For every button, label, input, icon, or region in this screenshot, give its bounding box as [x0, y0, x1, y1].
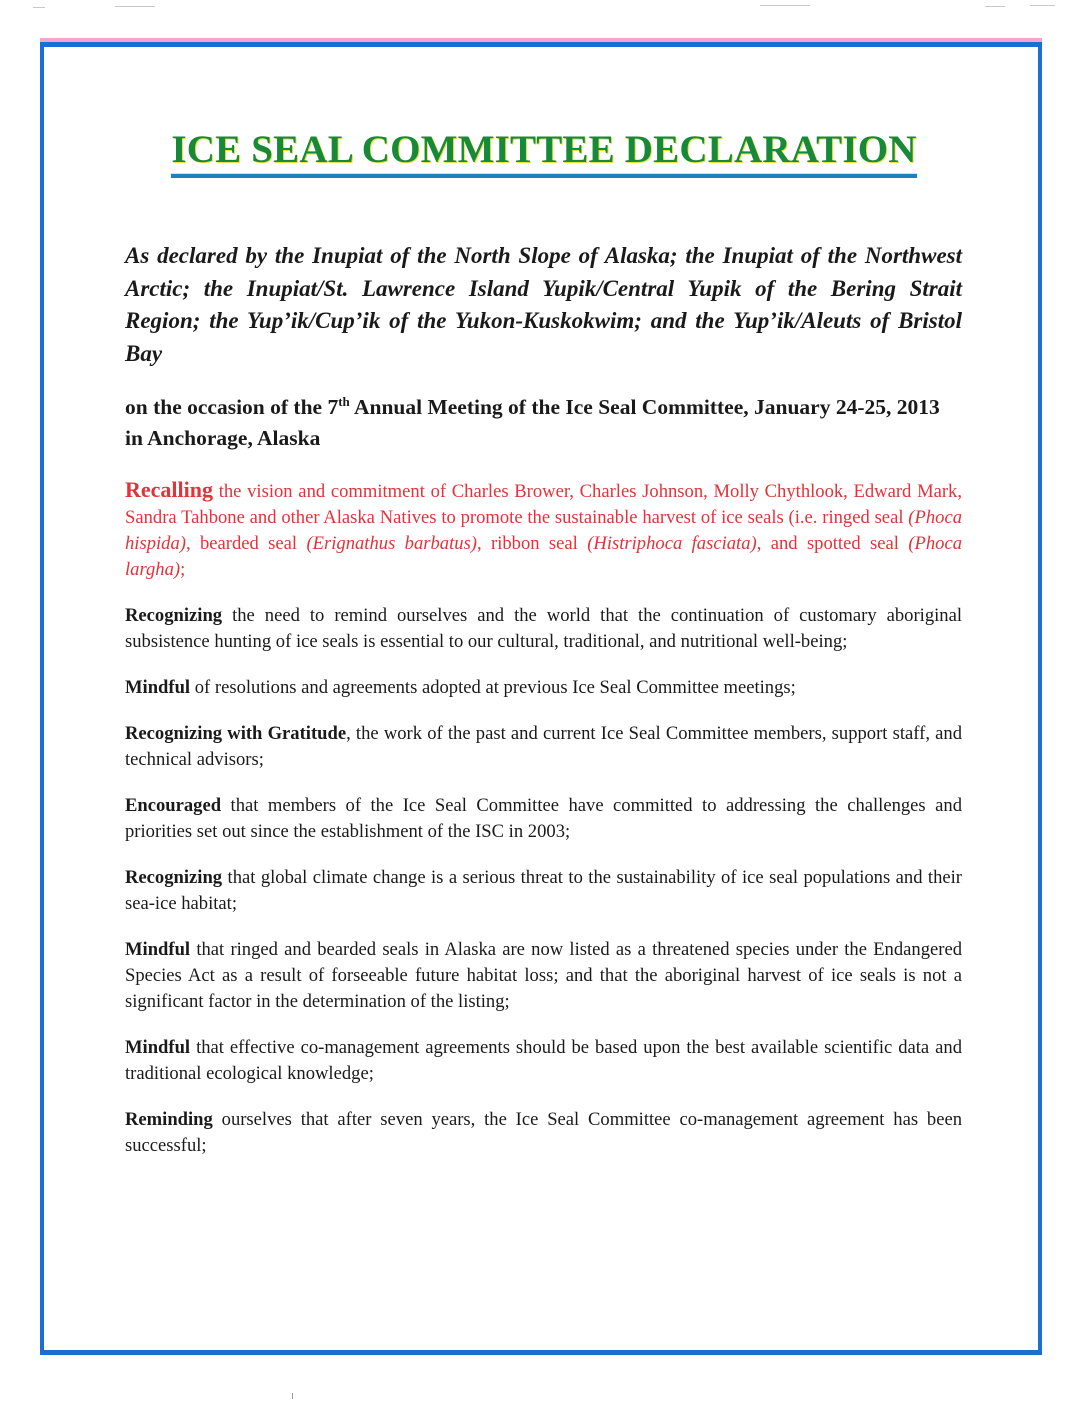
- clause-lead: Recognizing: [125, 605, 223, 626]
- declaration-body: [125, 240, 962, 1179]
- clause-lead: Recalling: [125, 477, 213, 502]
- clause-text: , and spotted seal: [756, 533, 909, 554]
- clause-text: that members of the Ice Seal Committee have committed to addressing the challenges and priorities set out since the establishment of the ISC in 2003;: [125, 795, 962, 842]
- clause-text: ourselves that after seven years, the Ice Seal Committee co-management agreement has been successful;: [125, 1109, 962, 1156]
- recognizing-clause: [125, 603, 962, 655]
- clause-lead: Encouraged: [125, 795, 222, 816]
- clause-lead: Recognizing: [125, 867, 223, 888]
- reminding-clause: [125, 1107, 962, 1159]
- intro-paragraph: As declared by the Inupiat of the North Slope of Alaska; the Inupiat of the Northwest Arctic; the Inupiat/St. Lawrence Island Yupik/Central Yupik of the Bering Strait Region; the Yup’ik/Cup’ik of the Yukon-Kuskokwim; and the Yup’ik/Aleuts of Bristol Bay: [125, 243, 962, 366]
- esa-listing-clause: [125, 937, 962, 1015]
- document-title: ICE SEAL COMMITTEE DECLARATION: [171, 128, 916, 178]
- co-management-clause: [125, 1035, 962, 1087]
- clause-text: the need to remind ourselves and the world that the continuation of customary aboriginal subsistence hunting of ice seals is essential to our cultural, traditional, and nutritional well-being;: [125, 605, 962, 652]
- clause-text: , bearded seal: [185, 533, 307, 554]
- encouraged-clause: [125, 793, 962, 845]
- clause-lead: Mindful: [125, 939, 191, 960]
- clause-text: , ribbon seal: [477, 533, 588, 554]
- clause-lead: Mindful: [125, 677, 191, 698]
- mindful-clause: [125, 675, 962, 701]
- recalling-clause: [125, 477, 962, 583]
- clause-text: that ringed and bearded seals in Alaska are now listed as a threatened species under the Endangered Species Act as a result of forseeable future habitat loss; and that the aboriginal harvest of ice seals is not a significant factor in the determination of the listing;: [125, 939, 962, 1012]
- climate-clause: [125, 865, 962, 917]
- clause-text: that effective co-management agreements should be based upon the best available scientific data and traditional ecological knowledge;: [125, 1037, 962, 1084]
- scan-artifact-mark: [292, 1393, 293, 1399]
- clause-text: , the work of the past and current Ice Seal Committee members, support staff, and technical advisors;: [125, 723, 962, 770]
- clause-lead: Reminding: [125, 1109, 213, 1130]
- ordinal-suffix: th: [338, 393, 350, 409]
- scan-artifacts: [0, 4, 1088, 14]
- occasion-text-start: on the occasion of the 7: [125, 395, 339, 419]
- scientific-name: (Erignathus barbatus): [306, 533, 477, 554]
- scientific-name: (Phoca hispida): [125, 507, 962, 554]
- occasion-text-end: Annual Meeting of the Ice Seal Committee, January 24-25, 2013 in Anchorage, Alaska: [125, 395, 940, 450]
- clause-lead: Mindful: [125, 1037, 191, 1058]
- clause-text: ;: [180, 559, 186, 580]
- clause-text: the vision and commitment of Charles Brower, Charles Johnson, Molly Chythlook, Edward Mark, Sandra Tahbone and other Alaska Natives to promote the sustainable harvest of ice seals (i.e. ringed seal: [125, 481, 962, 528]
- scientific-name: (Phoca largha): [125, 533, 963, 580]
- occasion-paragraph: [125, 392, 962, 454]
- clause-lead: Recognizing with Gratitude: [125, 723, 347, 744]
- gratitude-clause: [125, 721, 962, 773]
- clause-text: that global climate change is a serious threat to the sustainability of ice seal populations and their sea-ice habitat;: [125, 867, 962, 914]
- scientific-name: (Histriphoca fasciata): [587, 533, 757, 554]
- clause-text: of resolutions and agreements adopted at previous Ice Seal Committee meetings;: [190, 677, 796, 698]
- title-container: [0, 128, 1088, 178]
